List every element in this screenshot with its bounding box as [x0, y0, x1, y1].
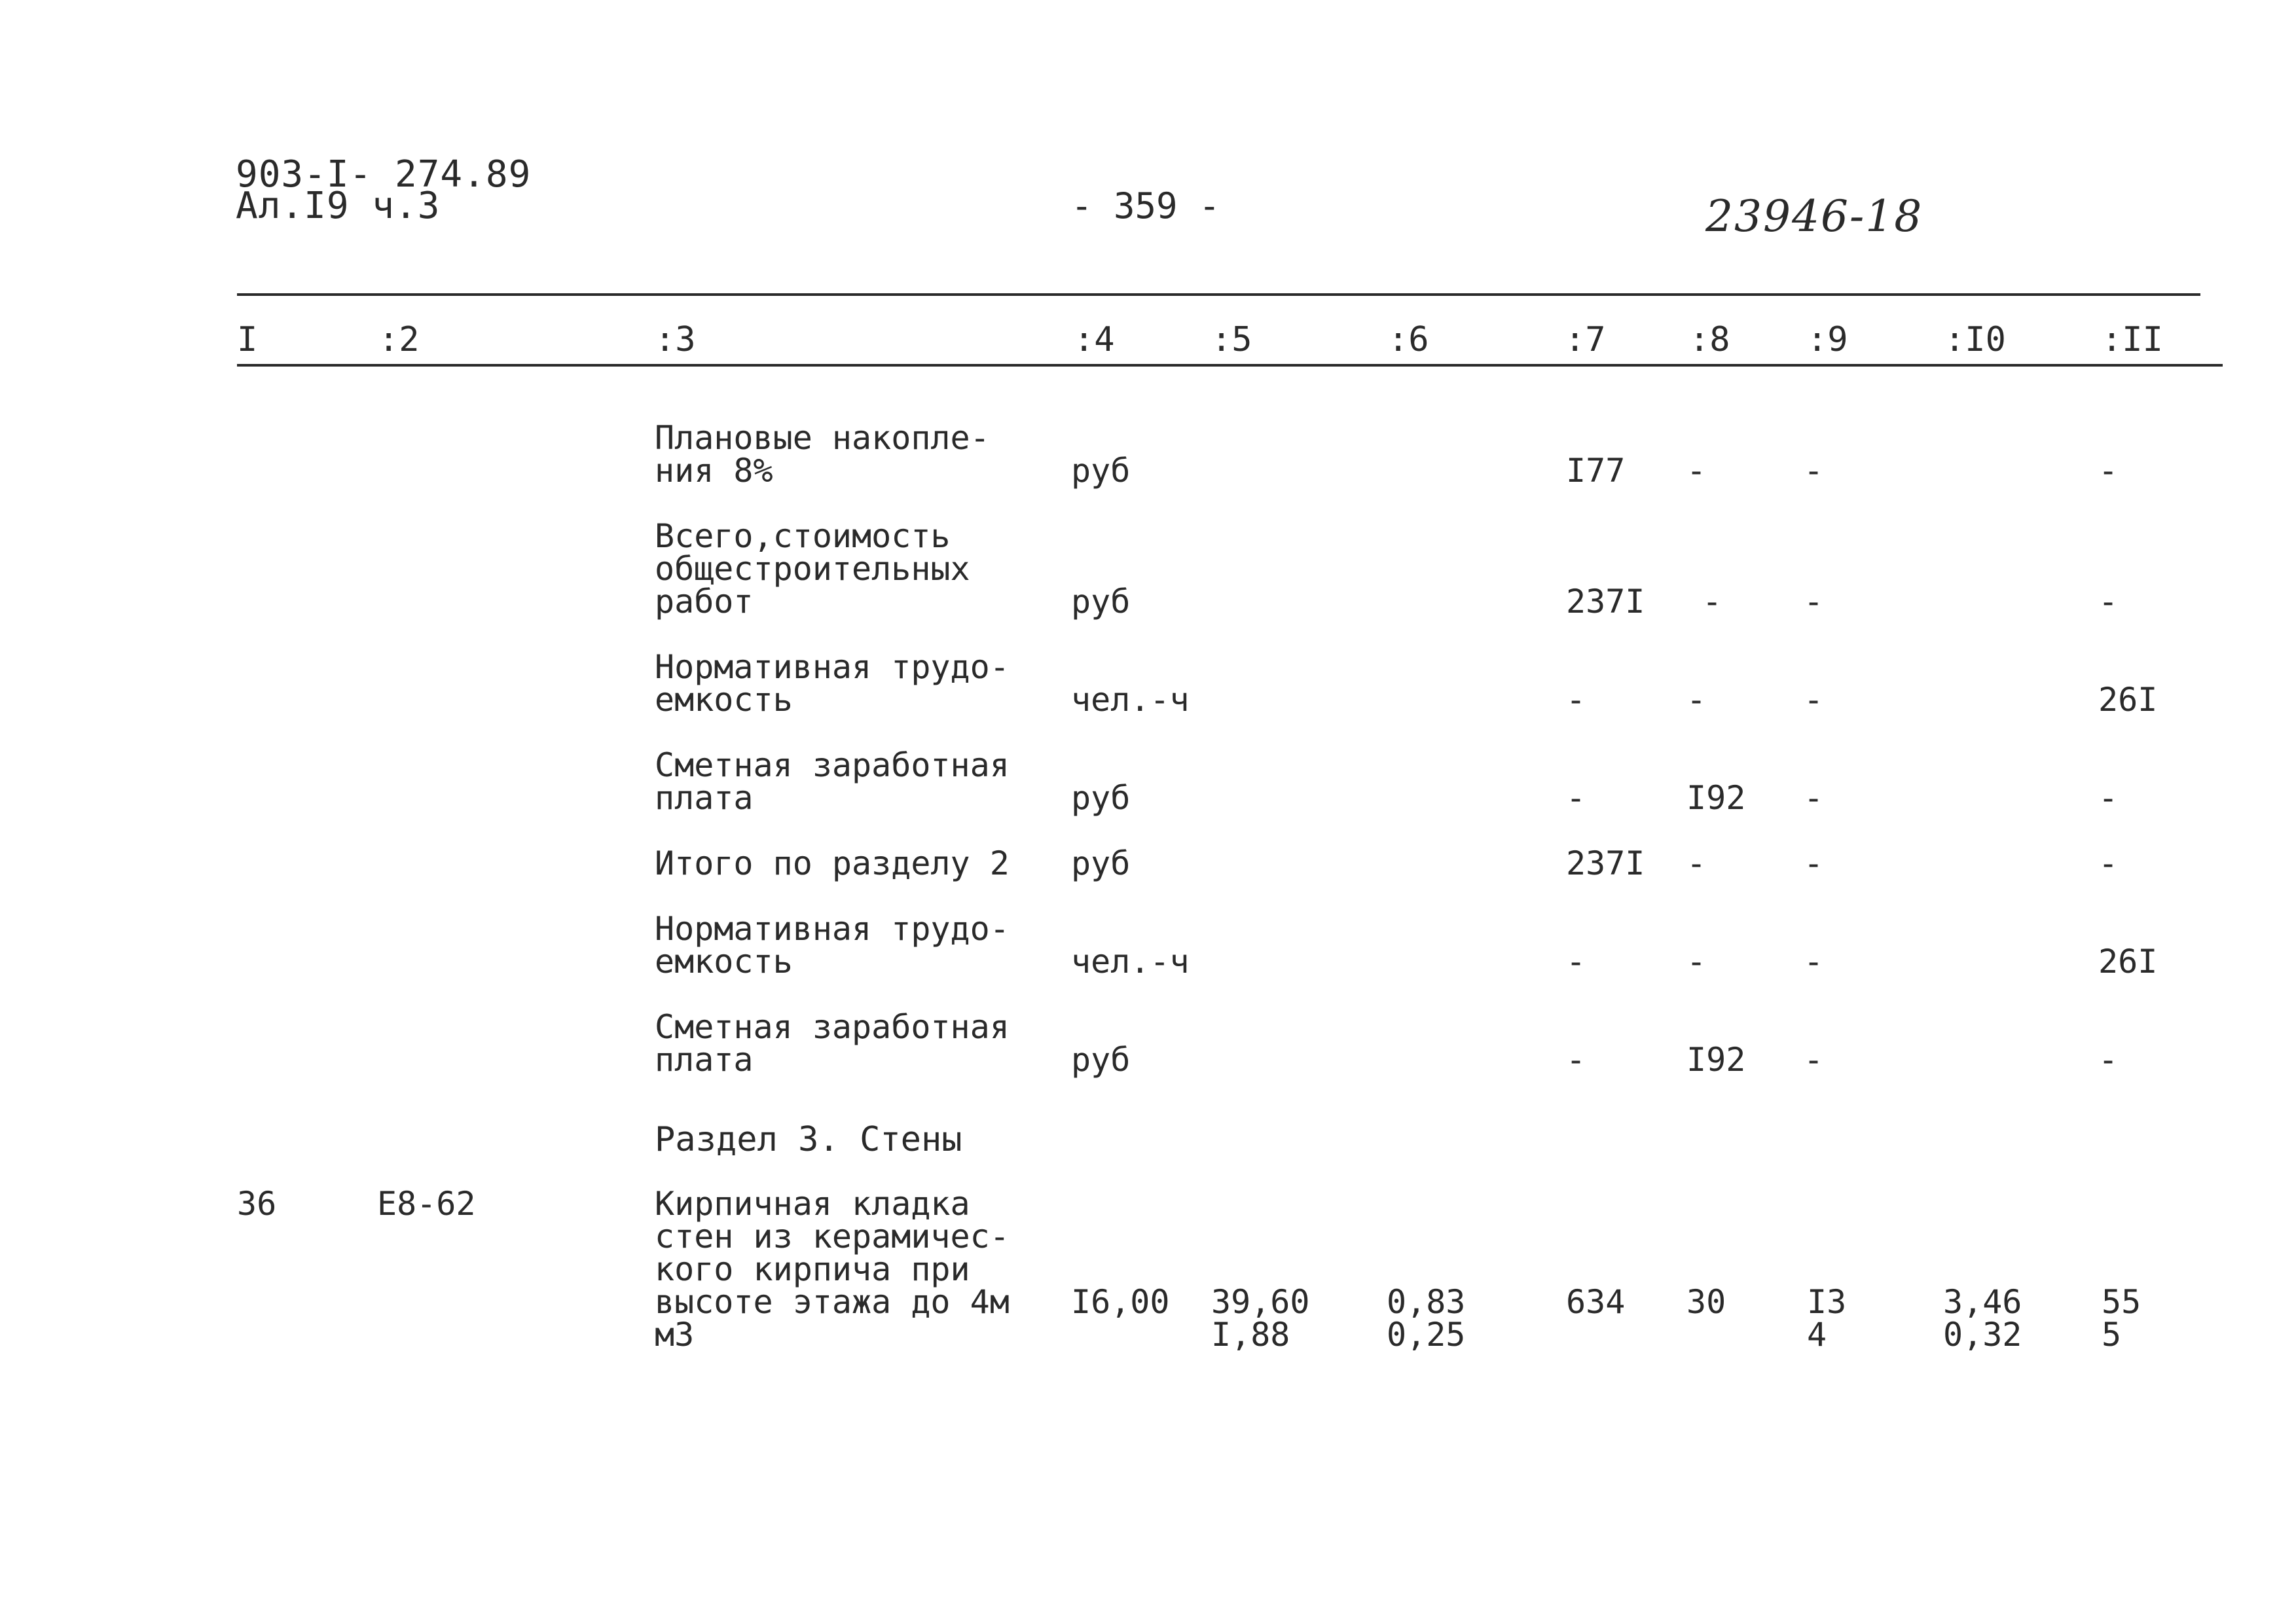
row-col11: 26I: [2098, 681, 2158, 719]
section-title: Раздел 3. Стены: [655, 1120, 962, 1159]
row-col8: -: [1702, 583, 1722, 621]
column-header: I: [237, 320, 258, 359]
row-unit: чел.-ч: [1071, 681, 1190, 719]
row-col9: -: [1804, 681, 1824, 719]
row-label: Сметная заработная плата: [655, 1008, 1010, 1079]
row-label: Плановые накопле- ния 8%: [655, 419, 990, 490]
item-code: Е8-62: [377, 1185, 476, 1223]
row-col9: -: [1804, 844, 1824, 882]
archive-number: 23946-18: [1705, 191, 1923, 242]
row-col7: -: [1566, 779, 1586, 817]
row-label: Всего,стоимость общестроительных работ: [655, 517, 970, 621]
row-col11: -: [2098, 1041, 2119, 1079]
row-col7: 237I: [1566, 583, 1645, 621]
page-number: - 359 -: [1071, 185, 1220, 226]
column-header: :9: [1807, 320, 1848, 359]
row-col9: -: [1804, 779, 1824, 817]
item-col5: 39,60 I,88: [1211, 1283, 1310, 1354]
row-label: Нормативная трудо- емкость: [655, 648, 1010, 719]
column-header: :3: [655, 320, 696, 359]
item-col9: I3 4: [1807, 1283, 1847, 1354]
row-col9: -: [1804, 452, 1824, 490]
row-label: Итого по разделу 2: [655, 844, 1010, 882]
row-col9: -: [1804, 1041, 1824, 1079]
column-header: :2: [378, 320, 420, 359]
column-header: :4: [1074, 320, 1115, 359]
row-col11: -: [2098, 779, 2119, 817]
row-label: Сметная заработная плата: [655, 746, 1010, 817]
row-col7: -: [1566, 681, 1586, 719]
row-col8: -: [1686, 844, 1707, 882]
row-col8: -: [1686, 452, 1707, 490]
row-col7: I77: [1566, 452, 1626, 490]
album-reference: Ал.I9 ч.3: [236, 185, 441, 227]
table-header-rule: [237, 364, 2223, 367]
row-unit: чел.-ч: [1071, 943, 1190, 981]
item-number: 36: [237, 1185, 277, 1223]
row-col8: -: [1686, 681, 1707, 719]
row-col11: 26I: [2098, 943, 2158, 981]
item-col7: 634: [1566, 1283, 1626, 1321]
row-col8: I92: [1686, 779, 1746, 817]
item-col8: 30: [1686, 1283, 1726, 1321]
column-header: :I0: [1944, 320, 2006, 359]
table-top-rule: [237, 293, 2200, 296]
item-label: Кирпичная кладка стен из керамичес- кого кирпича при высоте этажа до 4м м3: [655, 1185, 1010, 1354]
column-header: :7: [1565, 320, 1606, 359]
item-col10: 3,46 0,32: [1943, 1283, 2022, 1354]
item-col6: 0,83 0,25: [1387, 1283, 1466, 1354]
item-col11: 55 5: [2102, 1283, 2141, 1354]
document-code: 903-I- 274.89: [236, 153, 532, 196]
column-header: :5: [1211, 320, 1252, 359]
column-header: :6: [1388, 320, 1429, 359]
row-unit: руб: [1071, 583, 1131, 621]
row-unit: руб: [1071, 1041, 1131, 1079]
row-col11: -: [2098, 844, 2119, 882]
row-col8: I92: [1686, 1041, 1746, 1079]
row-col9: -: [1804, 943, 1824, 981]
row-unit: руб: [1071, 779, 1131, 817]
row-label: Нормативная трудо- емкость: [655, 910, 1010, 981]
row-col7: -: [1566, 1041, 1586, 1079]
row-col7: -: [1566, 943, 1586, 981]
row-unit: руб: [1071, 844, 1131, 882]
item-col4: I6,00: [1071, 1283, 1170, 1321]
row-col8: -: [1686, 943, 1707, 981]
row-col11: -: [2098, 452, 2119, 490]
row-col9: -: [1804, 583, 1824, 621]
row-unit: руб: [1071, 452, 1131, 490]
column-header: :II: [2102, 320, 2163, 359]
column-header: :8: [1689, 320, 1730, 359]
row-col7: 237I: [1566, 844, 1645, 882]
row-col11: -: [2098, 583, 2119, 621]
